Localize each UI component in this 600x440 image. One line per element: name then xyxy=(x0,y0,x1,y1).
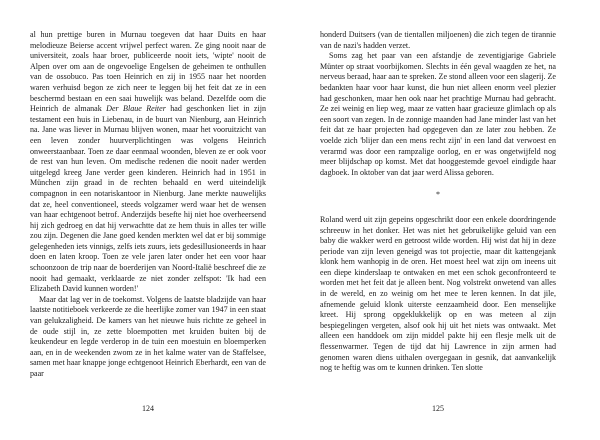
right-page xyxy=(320,30,556,396)
paragraph: Maar dat lag ver in de toekomst. Volgens de laatste bladzijde van haar laatste notitieboek verkeerde ze die heerlijke zomer van 1947 in een staat van gelukzaligheid. De kamers van het nieuwe huis richtte ze geheel in de oude stijl in, ze zette bloempotten met kruiden buiten bij de keukendeur en legde verderop in de tuin een moestuin en bloemperken aan, en in de weekenden zwom ze in het kalme water van de Staffelsee, samen met haar knappe jonge echtgenoot Heinrich Eberhardt, een van de paar xyxy=(30,294,266,378)
paragraph: Soms zag het paar van een afstandje de zeventigjarige Gabriele Münter op straat voorbijkomen. Slechts in één geval waagden ze het, na nerveus beraad, haar aan te spreken. Ze stond alleen voor een slagerij. Ze bedankten haar voor haar kunst, die hun niet alleen enorm veel plezier had geschonken, maar hen ook naar het prachtige Murnau had gebracht. Ze zei weinig en liep weg, maar ze vatten haar gracieuze glimlach op als een soort van zegen. In de zonnige maanden had Jane minder last van het feit dat ze haar projecten had opgegeven dan ze later zou hebben. Ze voelde zich 'blijer dan een mens recht zijn' in een land dat verwoest en verarmd was door een rampzalige oorlog, en er was ongetwijfeld nog meer blijdschap op komst. Met dat hooggestemde gevoel eindigde haar dagboek. In oktober van dat jaar werd Alissa geboren. xyxy=(320,51,556,177)
italic-title: Der Blaue Reiter xyxy=(106,104,166,114)
paragraph: Roland werd uit zijn gepeins opgeschrikt door een enkele doordringende schreeuw in het donker. Het was niet het gebruikelijke geluid van een baby die wakker werd en getroost wilde worden. Hij wist dat hij in deze periode van zijn leven geneigd was tot projectie, maar dit kattengejank klonk hem wanhopig in de oren. Het moest heel wat zijn om ineens uit een diepe kinderslaap te ontwaken en met een schok geconfronteerd te worden met het feit dat je alleen bent. Nog volstrekt onwetend van alles in de wereld, en zo weinig om het mee te leren kennen. In dat jile, afnemende geluid klonk uiterste eenzaamheid door. Een menselijke kreet. Hij sprong opgeklukkelijk op en was meteen al zijn bespiegelingen vergeten, alsof ook hij uit het niets was ontwaakt. Met alleen een handdoek om zijn middel pakte hij een flesje melk uit de flessenwarmer. Tegen de tijd dat hij Lawrence in zijn armen had genomen waren diens uithalen overgegaan in gesnik, dat aanvankelijk nog te heftig was om te kunnen drinken. Ten slotte xyxy=(320,214,556,373)
paragraph xyxy=(30,30,266,295)
page-number-left: 124 xyxy=(142,404,154,413)
text-run: al hun prettige buren in Murnau toegeven dat haar Duits en haar melodieuze Beierse accent vrijwel perfect waren. Ze ging nooit naar de universiteit, zoals haar broer, publiceerde nooit iets, 'wipte' nooit de Alpen over om aan de ongevoelige Engelsen de geheimen te onthullen van de ossobuco. Pas toen Heinrich en zij in 1955 naar het noorden waren verhuisd begon ze zich neer te leggen bij het feit dat ze in een beschermd bestaan en een saai huwelijk was beland. Dezelfde oom die Heinrich de almanak xyxy=(30,30,266,114)
page-number-right: 125 xyxy=(432,404,444,413)
section-separator: * xyxy=(435,190,441,200)
paragraph: honderd Duitsers (van de tientallen miljoenen) die zich tegen de tirannie van de nazi's hadden verzet. xyxy=(320,30,556,50)
text-run: had geschonken liet in zijn testament een huis in Liebenau, in de buurt van Nienburg, aan Heinrich na. Jane was liever in Murnau blijven wonen, maar het vooruitzicht van een leven zonder huurverplichtingen was volgens Heinrich onweerstaanbaar. Toen ze daar eenmaal woonden, bleven ze er ook voor de rest van hun leven. Om medische redenen die nooit nader werden uitgelegd kreeg Jane verder geen kinderen. Heinrich had in 1951 in München zijn graad in de rechten behaald en werd uiteindelijk compagnon in een notariskantoor in Nienburg. Jane merkte nauwelijks dat ze, heel conventioneel, steeds volgzamer werd waar het de wensen van haar echtgenoot betrof. Anderzijds besefte hij niet hoe overheersend hij zich gedroeg en dat hij verwachtte dat ze hem thuis in alles ter wille zou zijn. Degenen die Jane goed kenden merkten wel dat er bij sommige gelegenheden iets vinnigs, zelfs iets zuurs, iets gedesillusioneerds in haar doen en laten kroop. Toen ze vele jaren later onder het een voor haar schoonzoon de trip naar de boerderijen van Noord-Italië beschreef die ze nooit had gemaakt, verklaarde ze niet zonder zelfspot: 'Ik had een Elizabeth David kunnen worden!' xyxy=(30,104,266,294)
left-page xyxy=(30,30,266,396)
